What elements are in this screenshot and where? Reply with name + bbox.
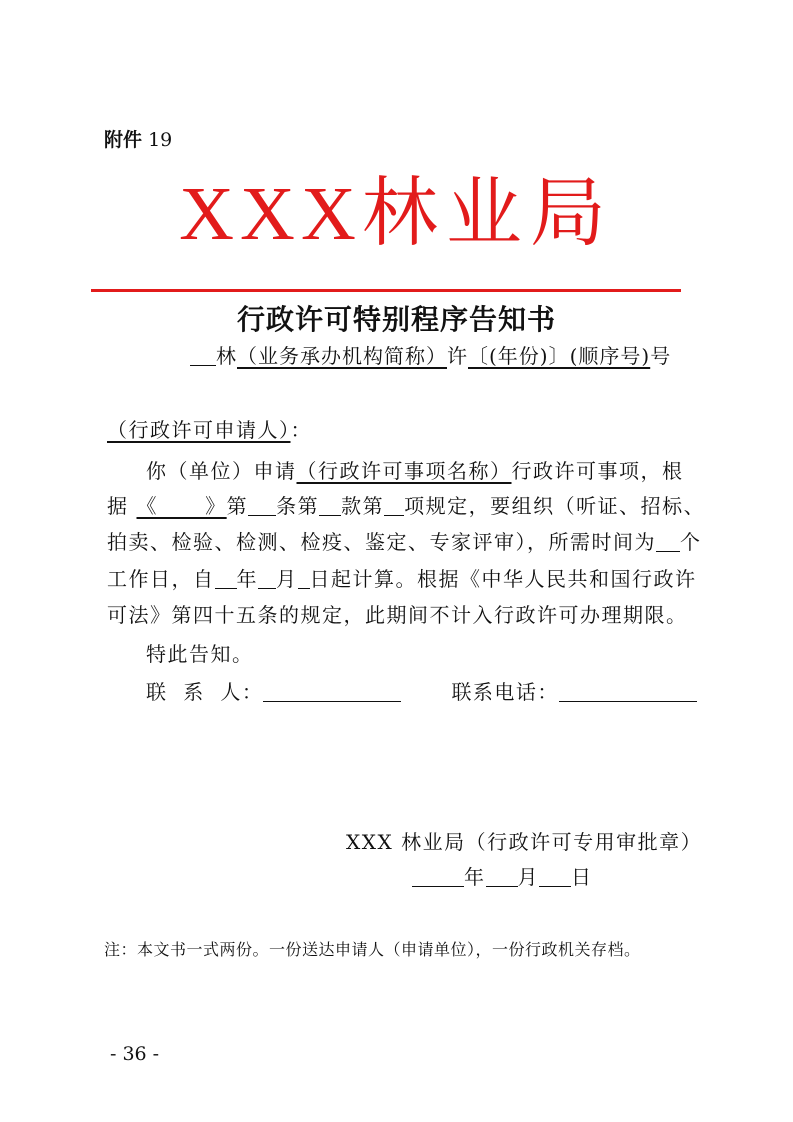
contact-phone-blank — [559, 681, 697, 702]
body-text: 第 — [226, 494, 249, 518]
blank-month — [258, 568, 276, 589]
body-line-5: 可法》第四十五条的规定，此期间不计入行政许可办理期限。 — [107, 603, 688, 627]
body-text: 工作日，自 — [107, 567, 215, 591]
issuer-latin: XXX — [179, 172, 362, 256]
docnum-prefix: 林 — [216, 344, 237, 368]
docnum-agency: （业务承办机构简称） — [237, 344, 447, 368]
contact-phone-label: 联系电话： — [451, 680, 559, 704]
body-text: 你（单位）申请 — [146, 459, 297, 483]
sign-day-label: 日 — [571, 865, 593, 889]
body-text: 条第 — [276, 494, 320, 518]
signature-org: XXX 林业局（行政许可专用审批章） — [346, 830, 703, 854]
salutation-colon: ： — [290, 418, 312, 442]
attachment-word: 附件 — [104, 129, 143, 151]
body-text: 个 — [680, 530, 702, 554]
signature-date — [412, 861, 593, 890]
document-number — [190, 340, 671, 369]
body-text: 行政许可事项，根 — [511, 459, 684, 483]
law-placeholder: 《 》 — [136, 494, 227, 518]
blank-day — [298, 568, 310, 589]
salutation — [107, 414, 312, 443]
docnum-year-seq: 〔(年份)〕(顺序号) — [468, 344, 651, 368]
footnote: 注：本文书一式两份。一份送达申请人（申请单位），一份行政机关存档。 — [104, 940, 641, 959]
body-line-4 — [107, 563, 697, 592]
body-text: 据 — [107, 494, 129, 518]
body-text: 年 — [236, 567, 258, 591]
contact-person-label: 联 系 人： — [146, 680, 264, 704]
header-red-rule — [91, 289, 681, 292]
body-text: 月 — [276, 567, 298, 591]
body-text: 日起计算。根据《中华人民共和国行政许 — [309, 567, 697, 591]
docnum-suffix: 号 — [650, 344, 672, 368]
blank-days — [656, 531, 680, 552]
applicant-placeholder: （行政许可申请人） — [107, 418, 291, 442]
sign-month-label: 月 — [517, 865, 539, 889]
blank-paragraph — [319, 495, 341, 516]
sign-year-label: 年 — [464, 865, 486, 889]
body-text: 项规定，要组织（听证、招标、 — [404, 494, 706, 518]
notice-text: 特此告知。 — [146, 642, 254, 666]
blank-article — [248, 495, 276, 516]
document-title: 行政许可特别程序告知书 — [236, 303, 556, 336]
body-text: 款第 — [341, 494, 385, 518]
blank-sign-day — [539, 866, 571, 887]
contact-person-blank — [263, 681, 401, 702]
blank-sign-year — [412, 866, 464, 887]
body-line-3 — [107, 526, 702, 555]
permit-item-placeholder: （行政许可事项名称） — [296, 459, 512, 483]
issuer-cn: 林业局 — [361, 168, 614, 257]
attachment-number: 19 — [148, 129, 173, 151]
contact-row — [146, 676, 697, 705]
docnum-mid: 许 — [447, 344, 468, 368]
blank-sign-month — [486, 866, 518, 887]
body-text: 拍卖、检验、检测、检疫、鉴定、专家评审），所需时间为 — [107, 530, 656, 554]
body-line-2 — [107, 490, 705, 519]
page-number: - 36 - — [110, 1043, 160, 1065]
attachment-label — [104, 125, 172, 152]
blank-item — [384, 495, 404, 516]
blank-year — [215, 568, 237, 589]
body-line-1 — [146, 455, 684, 484]
blank-prefix — [190, 345, 216, 366]
issuer-header — [0, 168, 793, 257]
